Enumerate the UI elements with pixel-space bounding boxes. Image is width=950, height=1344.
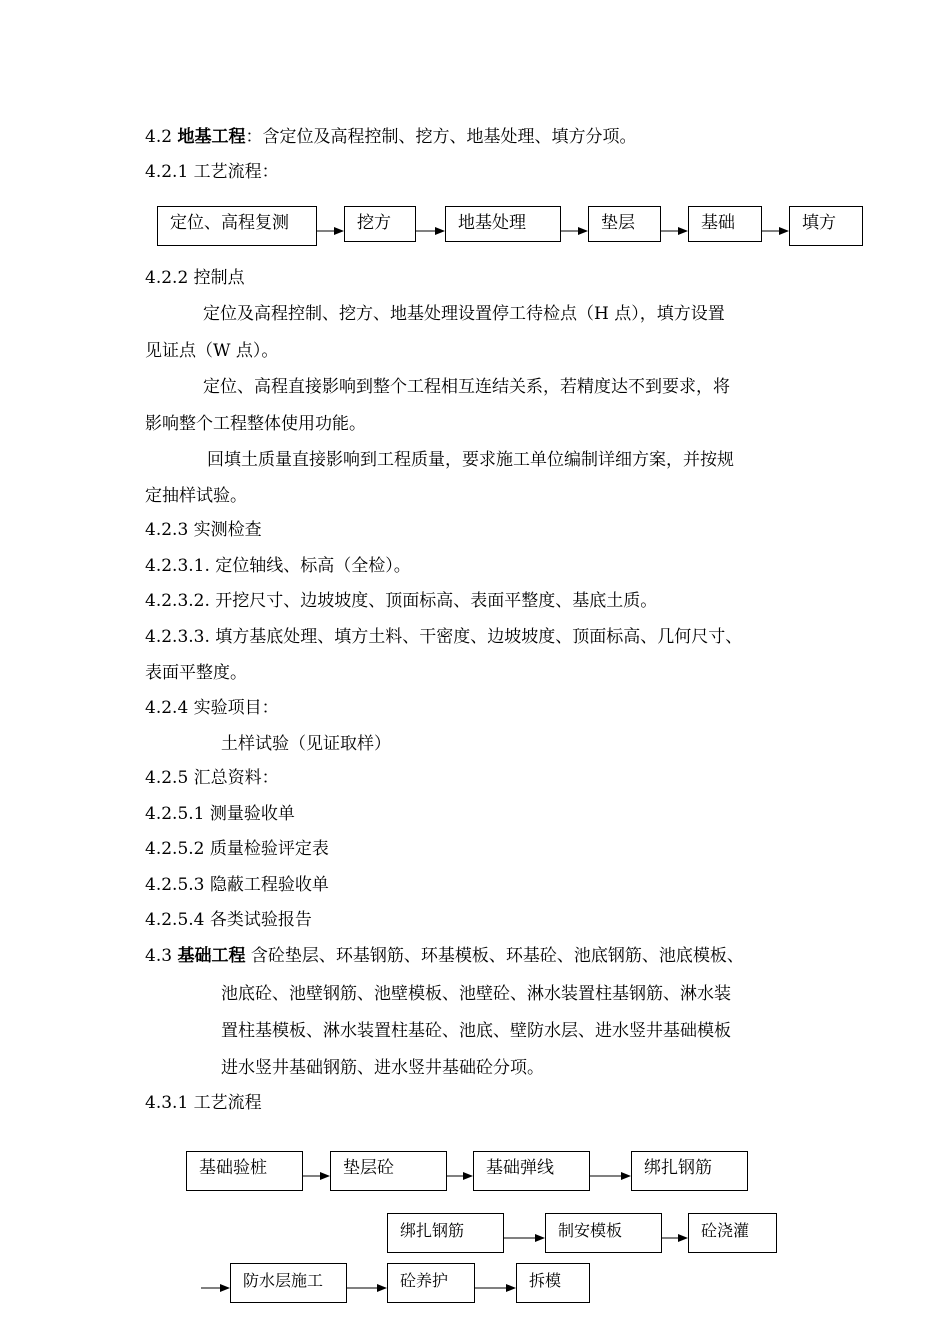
heading-4-2-2: 4.2.2 控制点	[145, 268, 245, 288]
paragraph-3-line-2: 定抽样试验。	[145, 486, 247, 506]
paragraph-1-line-2: 见证点（W 点）。	[145, 341, 279, 361]
heading-4-2-4: 4.2.4 实验项目：	[145, 698, 279, 718]
flow1-box-base: 基础	[688, 206, 762, 242]
heading-4-2-5: 4.2.5 汇总资料：	[145, 768, 279, 788]
section-desc: ：含定位及高程控制、挖方、地基处理、填方分项。	[245, 127, 637, 147]
flow2-box-rebar-tying-1: 绑扎钢筋	[631, 1151, 748, 1191]
section-number: 4.3	[145, 946, 178, 966]
section-desc: 含砼垫层、环基钢筋、环基模板、环基砼、池底钢筋、池底模板、	[245, 946, 744, 966]
paragraph-3-line-1: 回填土质量直接影响到工程质量，要求施工单位编制详细方案，并按规	[207, 450, 734, 470]
flow1-box-locate: 定位、高程复测	[157, 206, 317, 246]
section-title: 基础工程	[177, 946, 246, 966]
heading-4-2-1: 4.2.1 工艺流程：	[145, 162, 279, 182]
flow2-box-pile-inspection: 基础验桩	[186, 1151, 303, 1191]
flow1-box-foundation-treatment: 地基处理	[445, 206, 561, 242]
flow1-box-cushion: 垫层	[588, 206, 661, 242]
item-4-2-3-1: 4.2.3.1. 定位轴线、标高（全检）。	[145, 556, 411, 576]
section-4-3-line-4: 进水竖井基础钢筋、进水竖井基础砼分项。	[221, 1058, 544, 1078]
item-4-2-5-2: 4.2.5.2 质量检验评定表	[145, 839, 329, 859]
flow2-box-pouring: 砼浇灌	[688, 1213, 777, 1253]
paragraph-2-line-1: 定位、高程直接影响到整个工程相互连结关系，若精度达不到要求，将	[203, 377, 730, 397]
test-item: 土样试验（见证取样）	[221, 734, 391, 754]
flow1-box-fill: 填方	[789, 206, 863, 246]
flow2-box-rebar-tying-2: 绑扎钢筋	[387, 1213, 504, 1253]
section-number: 4.2	[145, 127, 178, 147]
item-4-2-5-1: 4.2.5.1 测量验收单	[145, 804, 295, 824]
paragraph-2-line-2: 影响整个工程整体使用功能。	[145, 414, 366, 434]
section-4-3-line-2: 池底砼、池壁钢筋、池壁模板、池壁砼、淋水装置柱基钢筋、淋水装	[221, 984, 731, 1004]
heading-4-2-3: 4.2.3 实测检查	[145, 520, 262, 540]
flow1-box-excavate: 挖方	[344, 206, 416, 242]
section-4-3-line-3: 置柱基模板、淋水装置柱基砼、池底、壁防水层、进水竖井基础模板	[221, 1021, 731, 1041]
flow2-box-layout-lines: 基础弹线	[473, 1151, 590, 1191]
heading-4-3-1: 4.3.1 工艺流程	[145, 1093, 262, 1113]
flow2-box-formwork: 制安模板	[545, 1213, 662, 1253]
flow2-box-curing: 砼养护	[387, 1263, 475, 1303]
flow2-box-waterproofing: 防水层施工	[230, 1263, 347, 1303]
paragraph-1-line-1: 定位及高程控制、挖方、地基处理设置停工待检点（H 点），填方设置	[203, 304, 725, 324]
section-title: 地基工程	[177, 127, 246, 147]
item-4-2-3-3-line-2: 表面平整度。	[145, 663, 247, 683]
item-4-2-3-2: 4.2.3.2. 开挖尺寸、边坡坡度、顶面标高、表面平整度、基底土质。	[145, 591, 658, 611]
flow2-box-cushion-concrete: 垫层砼	[330, 1151, 447, 1191]
item-4-2-3-3-line-1: 4.2.3.3. 填方基底处理、填方土料、干密度、边坡坡度、顶面标高、几何尺寸、	[145, 627, 743, 647]
item-4-2-5-4: 4.2.5.4 各类试验报告	[145, 910, 312, 930]
flow2-box-demolding: 拆模	[516, 1263, 590, 1303]
item-4-2-5-3: 4.2.5.3 隐蔽工程验收单	[145, 875, 329, 895]
